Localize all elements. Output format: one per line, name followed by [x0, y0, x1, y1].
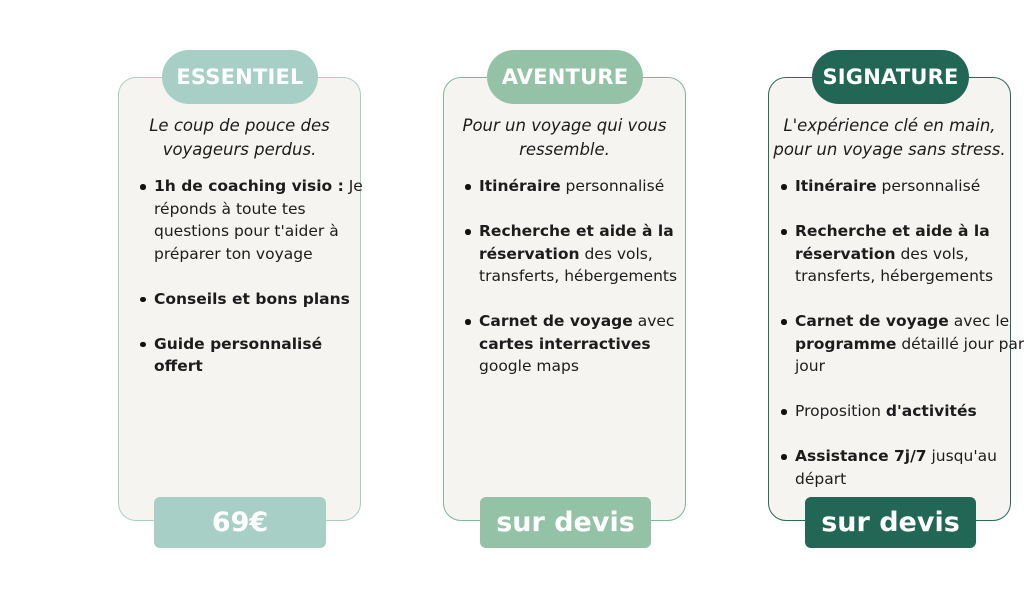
- feature-item: [479, 220, 699, 288]
- feature-text: jusqu'au départ: [795, 447, 997, 488]
- feature-item: [154, 288, 369, 311]
- plan-price-signature[interactable]: sur devis: [805, 497, 976, 548]
- feature-text: Assistance 7j/7: [795, 447, 927, 465]
- feature-text: des vols, transferts, hébergements: [479, 244, 678, 285]
- feature-text: cartes interractives: [479, 334, 651, 353]
- feature-item: [795, 310, 1024, 378]
- feature-text: Itinéraire: [479, 177, 561, 195]
- feature-text: personnalisé: [560, 177, 665, 195]
- feature-item: [154, 333, 369, 378]
- plan-features-signature: [777, 175, 1024, 513]
- feature-item: [154, 175, 369, 265]
- feature-text: Je réponds à toute tes questions pour t'aider à préparer ton voyage: [154, 177, 363, 263]
- feature-item: [795, 400, 1024, 423]
- feature-text: Recherche et aide à la réservation: [795, 222, 990, 263]
- plan-price-essentiel[interactable]: 69€: [154, 497, 326, 548]
- plan-features-aventure: [461, 175, 699, 400]
- feature-item: [479, 310, 699, 378]
- feature-text: Carnet de voyage: [795, 312, 949, 330]
- feature-text: google maps: [479, 357, 579, 375]
- feature-item: [795, 445, 1024, 490]
- plan-title-aventure: AVENTURE: [487, 50, 643, 104]
- feature-text: Itinéraire: [795, 177, 877, 195]
- feature-text: 1h de coaching visio :: [154, 177, 344, 195]
- feature-text: Recherche et aide à la réservation: [479, 222, 674, 263]
- feature-item: [479, 175, 699, 198]
- plan-title-essentiel: ESSENTIEL: [162, 50, 318, 104]
- feature-text: personnalisé: [876, 177, 981, 195]
- feature-text: d'activités: [885, 402, 977, 420]
- feature-item: [795, 175, 1024, 198]
- plan-tagline-signature: L'expérience clé en main, pour un voyage sans stress.: [773, 116, 1006, 159]
- feature-text: Conseils et bons plans: [154, 289, 350, 308]
- plan-price-aventure[interactable]: sur devis: [480, 497, 651, 548]
- feature-text: détaillé jour par jour: [795, 334, 1024, 375]
- feature-text: Guide personnalisé offert: [154, 334, 323, 375]
- plan-tagline-aventure: Pour un voyage qui vous ressemble.: [462, 116, 667, 159]
- feature-text: avec le: [948, 312, 1010, 330]
- plan-features-essentiel: [136, 175, 369, 400]
- feature-text: avec: [632, 312, 675, 330]
- feature-text: Carnet de voyage: [479, 312, 633, 330]
- feature-text: des vols, transferts, hébergements: [795, 244, 994, 285]
- plan-tagline-essentiel: Le coup de pouce des voyageurs perdus.: [149, 116, 330, 159]
- feature-text: programme: [795, 334, 897, 353]
- feature-text: Proposition: [795, 402, 886, 420]
- plan-title-signature: SIGNATURE: [812, 50, 969, 104]
- feature-item: [795, 220, 1024, 288]
